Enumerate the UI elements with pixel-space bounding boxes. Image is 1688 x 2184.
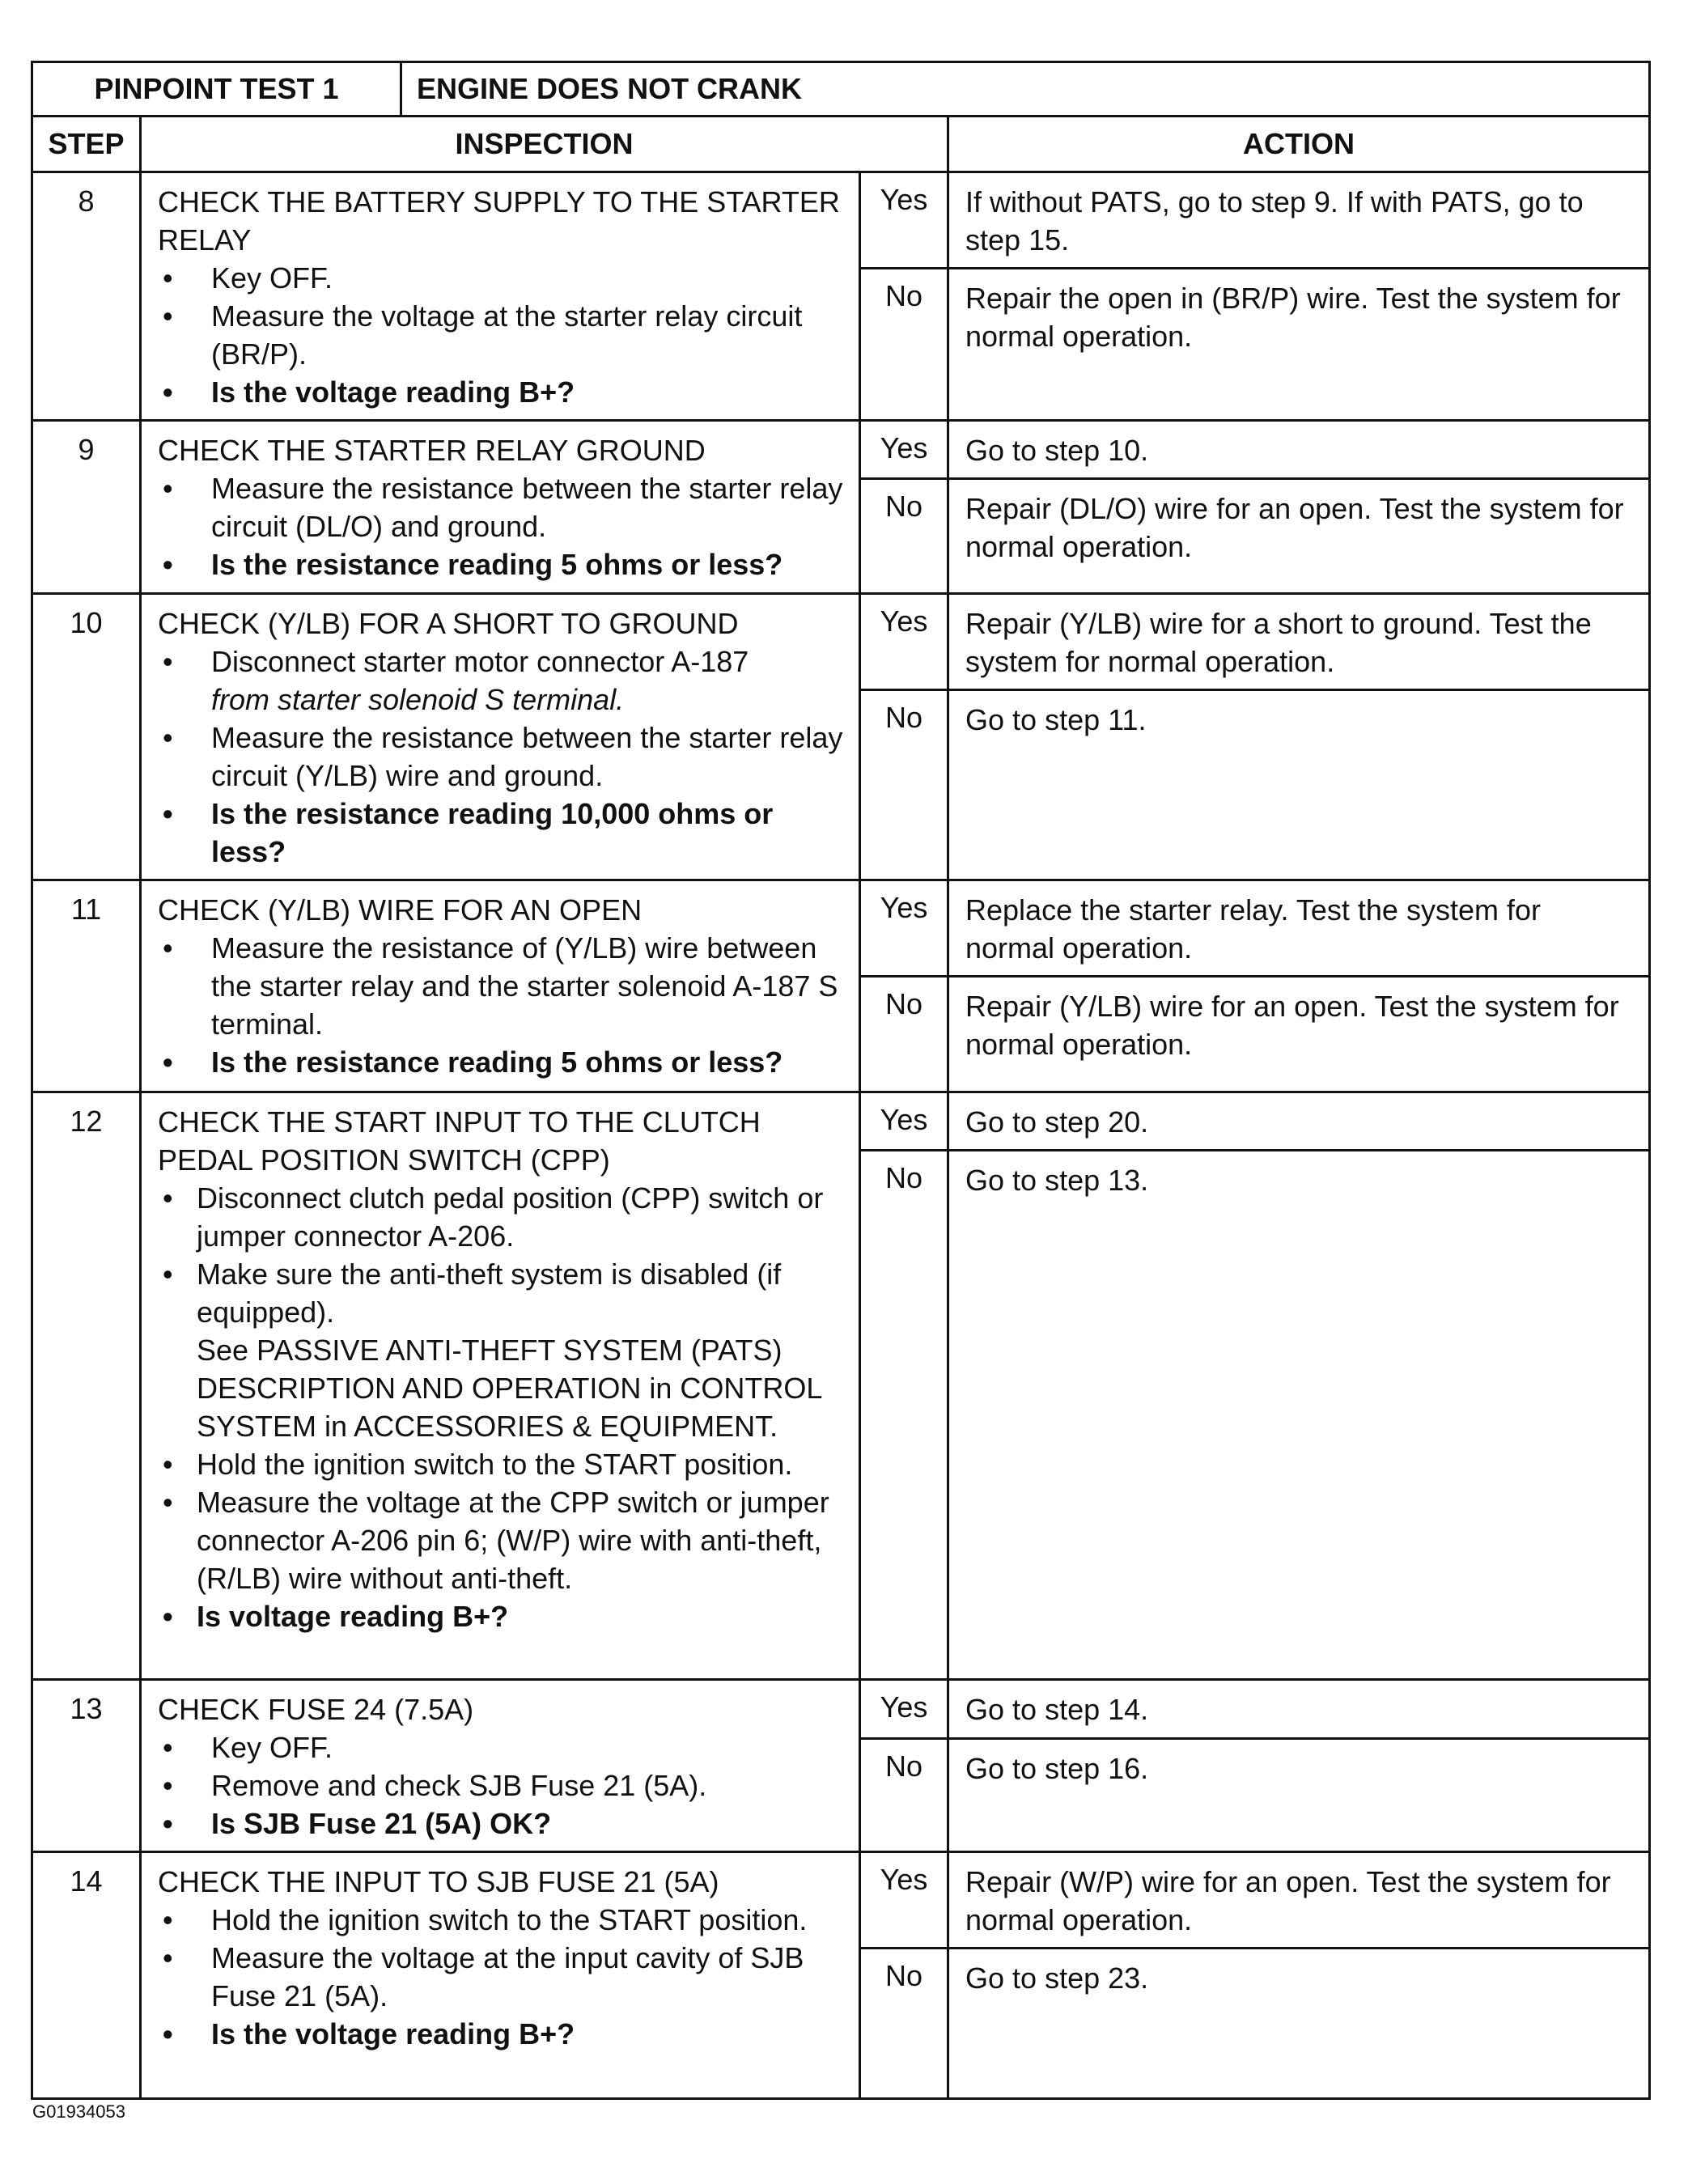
step-number: 14 <box>32 1852 141 2099</box>
step-heading: CHECK (Y/LB) WIRE FOR AN OPEN <box>158 893 643 927</box>
no-action: Go to step 11. <box>948 690 1650 880</box>
yes-label: Yes <box>860 1852 948 1949</box>
inspection-cell <box>141 880 860 1092</box>
no-label: No <box>860 1949 948 2099</box>
step-bullet: • Measure the resistance of (Y/LB) wire between the starter relay and the starter solenoid A-187 S terminal. <box>158 929 850 1043</box>
no-action: Go to step 16. <box>948 1739 1650 1852</box>
step-heading: CHECK THE BATTERY SUPPLY TO THE STARTER RELAY <box>158 185 840 257</box>
yes-label: Yes <box>860 1680 948 1739</box>
inspection-cell <box>141 421 860 594</box>
step-bullet: • Disconnect clutch pedal position (CPP) switch or jumper connector A-206. <box>158 1179 850 1255</box>
no-action: Repair (Y/LB) wire for an open. Test the system for normal operation. <box>948 977 1650 1092</box>
step-row <box>32 594 1650 690</box>
step-number: 9 <box>32 421 141 594</box>
title-row <box>32 62 1650 117</box>
inspection-cell <box>141 1092 860 1680</box>
no-action: Repair the open in (BR/P) wire. Test the system for normal operation. <box>948 269 1650 421</box>
step-bullets <box>158 929 850 1081</box>
step-heading: CHECK (Y/LB) FOR A SHORT TO GROUND <box>158 607 739 640</box>
step-row <box>32 421 1650 479</box>
yes-label: Yes <box>860 1092 948 1151</box>
step-bullet: • Hold the ignition switch to the START position. <box>158 1901 850 1939</box>
test-label: PINPOINT TEST 1 <box>32 62 401 117</box>
inspection-cell <box>141 1852 860 2099</box>
step-bullets <box>158 1901 850 2053</box>
step-bullet: • Measure the voltage at the starter relay circuit (BR/P). <box>158 297 850 373</box>
step-question: • Is voltage reading B+? <box>158 1597 850 1635</box>
step-question: • Is the voltage reading B+? <box>158 373 850 411</box>
step-bullets <box>158 1728 850 1843</box>
step-question: • Is the resistance reading 10,000 ohms or less? <box>158 795 850 871</box>
yes-action: Repair (Y/LB) wire for a short to ground. Test the system for normal operation. <box>948 594 1650 690</box>
step-bullet: • Measure the resistance between the starter relay circuit (DL/O) and ground. <box>158 469 850 545</box>
step-bullet: • Make sure the anti-theft system is disabled (if equipped). <box>158 1255 850 1331</box>
no-action: Repair (DL/O) wire for an open. Test the system for normal operation. <box>948 479 1650 594</box>
step-heading: CHECK THE STARTER RELAY GROUND <box>158 434 706 467</box>
step-bullet: • Measure the voltage at the CPP switch or jumper connector A-206 pin 6; (W/P) wire with anti-theft, (R/LB) wire without anti-theft. <box>158 1483 850 1597</box>
yes-action: Go to step 10. <box>948 421 1650 479</box>
yes-label: Yes <box>860 594 948 690</box>
yes-label: Yes <box>860 421 948 479</box>
step-question: • Is the resistance reading 5 ohms or less? <box>158 1043 850 1081</box>
step-number: 13 <box>32 1680 141 1852</box>
yes-action: If without PATS, go to step 9. If with PATS, go to step 15. <box>948 172 1650 269</box>
step-row <box>32 1852 1650 1949</box>
step-row <box>32 1680 1650 1739</box>
no-label: No <box>860 1151 948 1680</box>
step-bullet: • Measure the voltage at the input cavity of SJB Fuse 21 (5A). <box>158 1939 850 2015</box>
yes-action: Repair (W/P) wire for an open. Test the system for normal operation. <box>948 1852 1650 1949</box>
pinpoint-test-table <box>31 61 1651 2100</box>
no-label: No <box>860 977 948 1092</box>
no-action: Go to step 13. <box>948 1151 1650 1680</box>
step-bullets <box>158 1179 850 1635</box>
step-question: • Is SJB Fuse 21 (5A) OK? <box>158 1804 850 1843</box>
step-bullet: See PASSIVE ANTI-THEFT SYSTEM (PATS) DESCRIPTION AND OPERATION in CONTROL SYSTEM in ACCESSORIES & EQUIPMENT. <box>197 1334 822 1443</box>
step-heading: CHECK THE INPUT TO SJB FUSE 21 (5A) <box>158 1865 719 1898</box>
step-bullet: • Hold the ignition switch to the START position. <box>158 1445 850 1483</box>
step-row <box>32 880 1650 977</box>
step-number: 11 <box>32 880 141 1092</box>
step-bullet: • Key OFF. <box>158 259 850 297</box>
step-bullet: • Remove and check SJB Fuse 21 (5A). <box>158 1766 850 1804</box>
yes-action: Replace the starter relay. Test the system for normal operation. <box>948 880 1650 977</box>
inspection-cell <box>141 1680 860 1852</box>
step-bullet: • Disconnect starter motor connector A-187 <box>158 642 850 681</box>
step-bullets <box>158 259 850 411</box>
test-title: ENGINE DOES NOT CRANK <box>401 62 1650 117</box>
no-label: No <box>860 269 948 421</box>
no-action: Go to step 23. <box>948 1949 1650 2099</box>
step-row <box>32 1092 1650 1151</box>
step-heading: CHECK THE START INPUT TO THE CLUTCH PEDAL POSITION SWITCH (CPP) <box>158 1105 761 1177</box>
step-number: 12 <box>32 1092 141 1680</box>
no-label: No <box>860 690 948 880</box>
yes-label: Yes <box>860 880 948 977</box>
step-row <box>32 172 1650 269</box>
step-bullets <box>158 469 850 583</box>
action-column-header: ACTION <box>948 117 1650 172</box>
no-label: No <box>860 479 948 594</box>
no-label: No <box>860 1739 948 1852</box>
step-bullet: from starter solenoid S terminal. <box>211 683 625 716</box>
step-number: 10 <box>32 594 141 880</box>
figure-code: G01934053 <box>32 2101 125 2122</box>
step-bullets <box>158 642 850 871</box>
pinpoint-test-table-container <box>31 61 1648 2100</box>
column-header-row <box>32 117 1650 172</box>
step-bullet: • Key OFF. <box>158 1728 850 1766</box>
step-question: • Is the voltage reading B+? <box>158 2015 850 2053</box>
step-heading: CHECK FUSE 24 (7.5A) <box>158 1693 474 1726</box>
step-bullet: • Measure the resistance between the starter relay circuit (Y/LB) wire and ground. <box>158 719 850 795</box>
inspection-column-header: INSPECTION <box>141 117 948 172</box>
step-column-header: STEP <box>32 117 141 172</box>
yes-label: Yes <box>860 172 948 269</box>
inspection-cell <box>141 172 860 421</box>
yes-action: Go to step 14. <box>948 1680 1650 1739</box>
step-number: 8 <box>32 172 141 421</box>
step-question: • Is the resistance reading 5 ohms or less? <box>158 545 850 583</box>
inspection-cell <box>141 594 860 880</box>
yes-action: Go to step 20. <box>948 1092 1650 1151</box>
